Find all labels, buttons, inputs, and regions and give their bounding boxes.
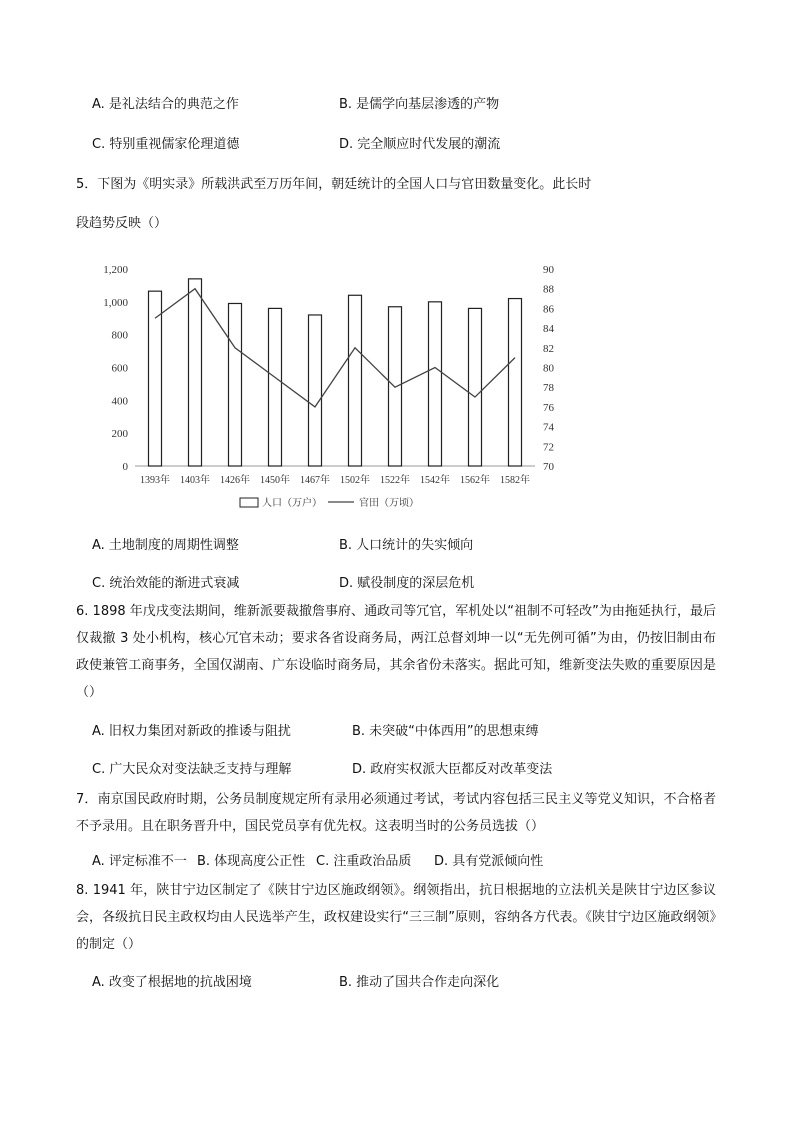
right-axis-tick-label: 88 [543,283,554,296]
population-bar [509,299,522,466]
q5-stem-line1: 5．下图为《明实录》所载洪武至万历年间，朝廷统计的全国人口与官田数量变化。此长时 [76,177,592,192]
population-bar [149,291,162,466]
q5-stem-line2: 段趋势反映（） [76,216,168,231]
right-axis-tick-label: 82 [543,342,554,355]
population-bar [349,295,362,466]
official-land-line [155,289,515,407]
left-axis-tick-label: 1,000 [103,296,128,309]
right-axis-tick-label: 70 [543,461,554,473]
x-axis-tick-label: 1393年 [140,475,170,486]
right-axis-tick-label: 78 [543,382,554,395]
right-axis-tick-label: 86 [543,303,554,316]
x-axis-tick-label: 1403年 [180,475,210,486]
population-land-chart [88,254,568,519]
population-bar [229,303,242,466]
population-bar [269,308,282,466]
q8-stem: 8. 1941 年，陕甘宁边区制定了《陕甘宁边区施政纲领》。纲领指出，抗日根据地的立法机关是陕甘宁边区参议会，各级抗日民主政权均由人民选举产生，政权建设实行“三三制”原则，容纳各方代表。《陕甘宁边区施政纲领》的制定（） [76,883,716,952]
right-axis-tick-label: 76 [543,401,554,414]
q4-option-b: B. 是儒学向基层渗透的产物 [339,97,500,112]
legend-bar-swatch [240,498,258,507]
x-axis-tick-label: 1542年 [420,475,450,486]
x-axis-tick-label: 1426年 [220,475,250,486]
population-bar [309,315,322,466]
population-bar [189,279,202,466]
x-axis-tick-label: 1450年 [260,475,290,486]
right-axis-tick-label: 72 [543,441,554,454]
q4-option-a: A. 是礼法结合的典范之作 [92,97,239,112]
legend-land-label: 官田（万顷） [359,498,419,509]
q6-option-a: A. 旧权力集团对新政的推诿与阻扰 [92,724,291,739]
q8-option-a: A. 改变了根据地的抗战困境 [92,975,252,990]
right-axis-tick-label: 74 [543,421,554,434]
q4-option-c: C. 特别重视儒家伦理道德 [92,137,240,152]
q5-option-b: B. 人口统计的失实倾向 [339,538,474,553]
q8-option-b: B. 推动了国共合作走向深化 [339,975,500,990]
q7-option-d: D. 具有党派倾向性 [434,854,544,869]
q4-option-d: D. 完全顺应时代发展的潮流 [339,137,501,152]
q5-option-c: C. 统治效能的渐进式衰减 [92,576,240,591]
q6-stem: 6. 1898 年戊戌变法期间，维新派要裁撤詹事府、通政司等冗官，军机处以“祖制不可轻改”为由拖延执行，最后仅裁撤 3 处小机构，核心冗官未动；要求各省设商务局，两江总督刘坤一以“无先例可循”为由，仍按旧制由布政使兼管工商事务，全国仅湖南、广东设临时商务局，其余省份未落实。据此可知，维新变法失败的重要原因是（） [76,604,716,700]
q6-option-c: C. 广大民众对变法缺乏支持与理解 [92,762,292,777]
q6-option-b: B. 未突破“中体西用”的思想束缚 [352,724,539,739]
x-axis-tick-label: 1582年 [500,475,530,486]
population-bar [429,302,442,466]
x-axis-tick-label: 1502年 [340,475,370,486]
left-axis-tick-label: 200 [111,428,128,441]
left-axis-tick-label: 400 [111,395,128,408]
x-axis-tick-label: 1562年 [460,475,490,486]
q5-option-a: A. 土地制度的周期性调整 [92,538,239,553]
q6-option-d: D. 政府实权派大臣都反对改革变法 [352,762,553,777]
left-axis-tick-label: 800 [111,329,128,342]
right-axis-tick-label: 84 [543,323,554,336]
q7-option-a: A. 评定标准不一 [92,854,187,869]
legend-population-label: 人口（万户） [262,498,322,509]
left-axis-tick-label: 600 [111,362,128,375]
q7-stem: 7．南京国民政府时期，公务员制度规定所有录用必须通过考试，考试内容包括三民主义等党义知识，不合格者不予录用。且在职务晋升中，国民党员享有优先权。这表明当时的公务员选拔（） [76,792,716,834]
q7-option-c: C. 注重政治品质 [316,854,412,869]
x-axis-tick-label: 1467年 [300,475,330,486]
population-bar [469,308,482,466]
right-axis-tick-label: 90 [543,264,554,276]
x-axis-tick-label: 1522年 [380,475,410,486]
left-axis-tick-label: 0 [122,461,128,473]
q7-option-b: B. 体现高度公正性 [197,854,306,869]
right-axis-tick-label: 80 [543,362,554,375]
q5-option-d: D. 赋役制度的深层危机 [339,576,475,591]
left-axis-tick-label: 1,200 [103,264,128,276]
